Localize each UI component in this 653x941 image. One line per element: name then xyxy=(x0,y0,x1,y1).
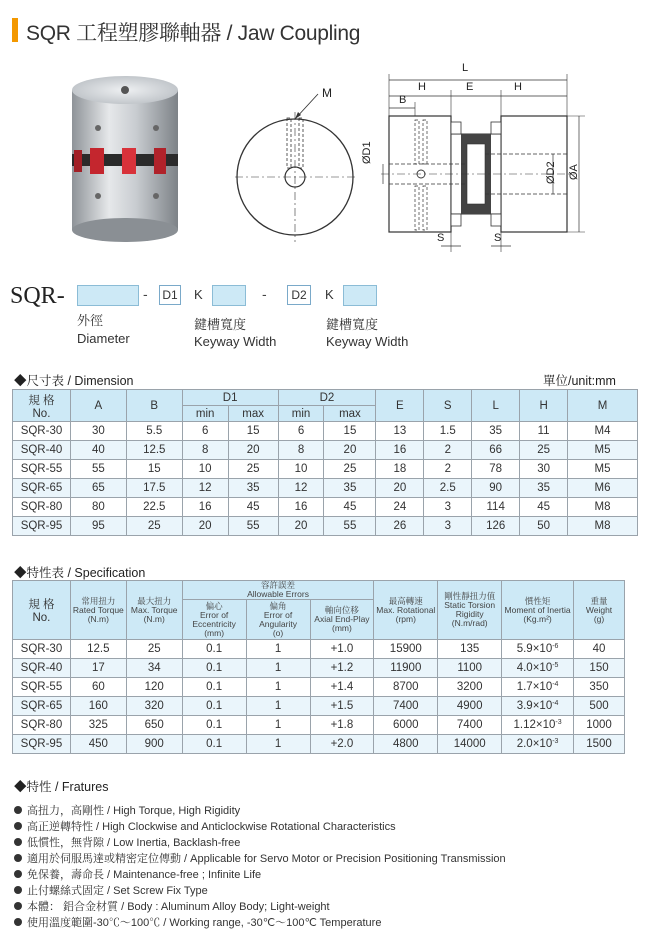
table-cell: 26 xyxy=(376,517,424,536)
feature-item xyxy=(14,835,634,851)
dim-header-a: A xyxy=(70,390,126,422)
label-l: L xyxy=(462,62,469,74)
feature-item xyxy=(14,867,634,883)
table-cell: 7400 xyxy=(438,716,502,735)
feature-item xyxy=(14,851,634,867)
bullet-icon xyxy=(14,886,22,894)
table-cell: +1.4 xyxy=(310,678,374,697)
keyway1-box xyxy=(212,285,246,306)
table-cell: M8 xyxy=(568,498,638,517)
table-cell: 18 xyxy=(376,460,424,479)
table-cell: 16 xyxy=(376,441,424,460)
table-cell: M8 xyxy=(568,517,638,536)
table-cell: 0.1 xyxy=(182,678,246,697)
table-cell: SQR-95 xyxy=(13,735,71,754)
table-cell: 10 xyxy=(278,460,324,479)
dimension-table-body xyxy=(13,422,638,536)
table-row xyxy=(13,659,625,678)
spec-header-weight: 重量 Weight (g) xyxy=(574,581,625,640)
bullet-icon xyxy=(14,838,22,846)
inertia-value: 4.0×10 xyxy=(516,662,553,674)
feature-item xyxy=(14,883,634,899)
bullet-icon xyxy=(14,854,22,862)
table-cell: SQR-65 xyxy=(13,697,71,716)
table-cell: 22.5 xyxy=(126,498,182,517)
feature-text: 本體： 鋁合金材質 / Body : Aluminum Alloy Body; Light-weight xyxy=(27,901,330,913)
code-dash-1: - xyxy=(143,286,148,302)
table-cell: 160 xyxy=(70,697,126,716)
keyway2-en: Keyway Width xyxy=(326,334,409,349)
table-cell: M6 xyxy=(568,479,638,498)
table-cell: M5 xyxy=(568,441,638,460)
label-h-right: H xyxy=(514,81,522,93)
keyway1-en: Keyway Width xyxy=(194,334,277,349)
inertia-exponent: -6 xyxy=(552,643,559,650)
table-cell: 66 xyxy=(472,441,520,460)
table-cell: SQR-30 xyxy=(13,422,71,441)
table-cell: 0.1 xyxy=(182,735,246,754)
table-row xyxy=(13,697,625,716)
table-cell: 12.5 xyxy=(126,441,182,460)
feature-item xyxy=(14,819,634,835)
spec-header-inertia: 慣性矩 Moment of Inertia (Kg.m²) xyxy=(502,581,574,640)
table-cell: SQR-40 xyxy=(13,441,71,460)
table-cell: 24 xyxy=(376,498,424,517)
table-cell: 15 xyxy=(126,460,182,479)
inertia-value: 3.9×10 xyxy=(516,700,553,712)
table-cell: 1 xyxy=(246,678,310,697)
table-row xyxy=(13,678,625,697)
table-cell: 90 xyxy=(472,479,520,498)
table-cell: 2.5 xyxy=(424,479,472,498)
table-cell: 34 xyxy=(126,659,182,678)
inertia-value: 2.0×10 xyxy=(516,738,553,750)
dim-header-b: B xyxy=(126,390,182,422)
table-cell: M4 xyxy=(568,422,638,441)
table-cell xyxy=(502,659,574,678)
table-cell: 13 xyxy=(376,422,424,441)
inertia-exponent: -3 xyxy=(555,719,562,726)
table-cell: 1 xyxy=(246,640,310,659)
table-cell: SQR-65 xyxy=(13,479,71,498)
label-s-left: S xyxy=(437,232,445,244)
table-cell: 11 xyxy=(520,422,568,441)
table-cell: SQR-80 xyxy=(13,498,71,517)
feature-text: 使用溫度範圍-30℃～100℃ / Working range, -30℃～100℃ Temperature xyxy=(27,917,382,929)
table-cell: 60 xyxy=(70,678,126,697)
table-cell: 0.1 xyxy=(182,640,246,659)
feature-text: 高正逆轉特性 / High Clockwise and Anticlockwise Rotational Characteristics xyxy=(27,821,396,833)
table-cell: 135 xyxy=(438,640,502,659)
table-cell: 150 xyxy=(574,659,625,678)
table-cell: 1100 xyxy=(438,659,502,678)
table-cell: 6 xyxy=(182,422,228,441)
bullet-icon xyxy=(14,902,22,910)
table-cell: 8 xyxy=(278,441,324,460)
table-cell: 3200 xyxy=(438,678,502,697)
table-cell: 650 xyxy=(126,716,182,735)
feature-text: 高扭力，高剛性 / High Torque, High Rigidity xyxy=(27,805,241,817)
table-cell: 25 xyxy=(126,517,182,536)
table-cell: 5.5 xyxy=(126,422,182,441)
table-cell: M5 xyxy=(568,460,638,479)
inertia-exponent: -4 xyxy=(552,681,559,688)
spec-header-eccentricity: 偏心 Error of Eccentricity (mm) xyxy=(182,600,246,640)
table-cell: 45 xyxy=(324,498,376,517)
table-cell: 35 xyxy=(520,479,568,498)
table-cell: 45 xyxy=(228,498,278,517)
table-cell: 7400 xyxy=(374,697,438,716)
diameter-en: Diameter xyxy=(77,331,130,346)
dim-header-h: H xyxy=(520,390,568,422)
dim-header-e: E xyxy=(376,390,424,422)
table-cell: SQR-40 xyxy=(13,659,71,678)
table-cell xyxy=(502,697,574,716)
table-cell: 12 xyxy=(278,479,324,498)
table-cell: 3 xyxy=(424,498,472,517)
table-cell: 3 xyxy=(424,517,472,536)
table-cell: 15 xyxy=(228,422,278,441)
table-cell: 11900 xyxy=(374,659,438,678)
unit-label: 單位/unit:mm xyxy=(543,374,616,388)
table-cell xyxy=(502,735,574,754)
table-row xyxy=(13,479,638,498)
table-cell: 325 xyxy=(70,716,126,735)
table-row xyxy=(13,422,638,441)
table-cell xyxy=(502,640,574,659)
keyway1-zh: 鍵槽寬度 xyxy=(194,317,247,332)
spec-header-model: 規 格 No. xyxy=(13,581,71,640)
table-cell: 4800 xyxy=(374,735,438,754)
table-cell: 17 xyxy=(70,659,126,678)
code-dash-2: - xyxy=(262,286,267,302)
table-cell: SQR-30 xyxy=(13,640,71,659)
dim-header-d1: D1 xyxy=(182,390,278,406)
table-cell: 16 xyxy=(182,498,228,517)
table-cell: 10 xyxy=(182,460,228,479)
specification-table xyxy=(12,580,625,754)
inertia-value: 5.9×10 xyxy=(516,643,553,655)
label-e: E xyxy=(466,81,474,93)
table-cell xyxy=(502,678,574,697)
table-cell: 0.1 xyxy=(182,659,246,678)
table-cell: 78 xyxy=(472,460,520,479)
table-cell: 40 xyxy=(70,441,126,460)
table-cell: 40 xyxy=(574,640,625,659)
table-cell: 1 xyxy=(246,697,310,716)
inertia-value: 1.7×10 xyxy=(516,681,553,693)
keyway2-zh: 鍵槽寬度 xyxy=(326,317,379,332)
dim-header-d2: D2 xyxy=(278,390,376,406)
table-cell: 35 xyxy=(228,479,278,498)
table-row xyxy=(13,640,625,659)
table-cell: 0.1 xyxy=(182,716,246,735)
spec-header-axial: 軸向位移 Axial End-Play (mm) xyxy=(310,600,374,640)
table-cell: 65 xyxy=(70,479,126,498)
table-cell: 12.5 xyxy=(70,640,126,659)
table-cell: 12 xyxy=(182,479,228,498)
table-cell: 1 xyxy=(246,716,310,735)
table-cell: 55 xyxy=(70,460,126,479)
feature-text: 適用於伺服馬達或精密定位傳動 / Applicable for Servo Motor or Precision Positioning Transmission xyxy=(27,853,506,865)
front-view-drawing xyxy=(230,82,360,252)
diameter-box xyxy=(77,285,139,306)
feature-item xyxy=(14,899,634,915)
table-cell xyxy=(502,716,574,735)
feature-text: 免保養，壽命長 / Maintenance-free ; Infinite Life xyxy=(27,869,262,881)
table-cell: 1000 xyxy=(574,716,625,735)
table-cell: 20 xyxy=(278,517,324,536)
table-cell: 450 xyxy=(70,735,126,754)
dim-header-d1-min: min xyxy=(182,406,228,422)
label-s-right: S xyxy=(494,232,502,244)
table-cell: 50 xyxy=(520,517,568,536)
inertia-exponent: -5 xyxy=(552,662,559,669)
table-cell: 0.1 xyxy=(182,697,246,716)
table-cell: 1 xyxy=(246,735,310,754)
table-cell: 8700 xyxy=(374,678,438,697)
table-cell: 16 xyxy=(278,498,324,517)
table-cell: 17.5 xyxy=(126,479,182,498)
table-cell: 15900 xyxy=(374,640,438,659)
table-cell: 2 xyxy=(424,460,472,479)
spec-header-stiffness: 剛性靜扭力值 Static Torsion Rigidity (N.m/rad) xyxy=(438,581,502,640)
table-cell: 320 xyxy=(126,697,182,716)
d1-tag: D1 xyxy=(159,285,181,305)
table-cell: 114 xyxy=(472,498,520,517)
table-cell: 45 xyxy=(520,498,568,517)
table-cell: 1.5 xyxy=(424,422,472,441)
feature-item xyxy=(14,803,634,819)
spec-header-angularity: 偏角 Error of Angularity (o) xyxy=(246,600,310,640)
code-prefix: SQR- xyxy=(10,283,65,309)
table-cell: SQR-80 xyxy=(13,716,71,735)
spec-header-max: 最大扭力 Max. Torque (N.m) xyxy=(126,581,182,640)
table-cell: 120 xyxy=(126,678,182,697)
k1-label: K xyxy=(194,287,203,302)
table-cell: 8 xyxy=(182,441,228,460)
label-d2: ØD2 xyxy=(545,161,557,184)
table-cell: 25 xyxy=(126,640,182,659)
label-m: M xyxy=(322,86,332,100)
table-row xyxy=(13,460,638,479)
table-cell: 35 xyxy=(324,479,376,498)
coupling-photo xyxy=(60,72,190,252)
inertia-value: 1.12×10 xyxy=(513,719,556,731)
page-title: SQR 工程塑膠聯軸器 / Jaw Coupling xyxy=(26,22,361,45)
bullet-icon xyxy=(14,918,22,926)
table-cell: 500 xyxy=(574,697,625,716)
table-cell: 20 xyxy=(228,441,278,460)
table-cell: SQR-55 xyxy=(13,678,71,697)
table-cell: 14000 xyxy=(438,735,502,754)
table-cell: 55 xyxy=(324,517,376,536)
k2-label: K xyxy=(325,287,334,302)
bullet-icon xyxy=(14,870,22,878)
table-cell: +1.0 xyxy=(310,640,374,659)
inertia-exponent: -4 xyxy=(552,700,559,707)
dimension-table xyxy=(12,389,638,536)
table-cell: 900 xyxy=(126,735,182,754)
table-row xyxy=(13,735,625,754)
dim-header-l: L xyxy=(472,390,520,422)
table-row xyxy=(13,498,638,517)
dim-header-m: M xyxy=(568,390,638,422)
dim-header-d2-min: min xyxy=(278,406,324,422)
table-cell: 35 xyxy=(472,422,520,441)
table-cell: 55 xyxy=(228,517,278,536)
spec-header-rated: 常用扭力 Rated Torque (N.m) xyxy=(70,581,126,640)
table-cell: +1.5 xyxy=(310,697,374,716)
table-cell: 6 xyxy=(278,422,324,441)
label-b: B xyxy=(399,94,407,106)
label-d1: ØD1 xyxy=(361,141,373,164)
table-cell: 15 xyxy=(324,422,376,441)
table-cell: 25 xyxy=(324,460,376,479)
feature-item xyxy=(14,915,634,931)
table-cell: 2 xyxy=(424,441,472,460)
side-view-drawing xyxy=(375,68,595,258)
table-cell: 1 xyxy=(246,659,310,678)
table-cell: +1.2 xyxy=(310,659,374,678)
label-h-left: H xyxy=(418,81,426,93)
features-heading: ◆特性 / Fratures xyxy=(14,780,109,794)
table-cell: 6000 xyxy=(374,716,438,735)
bullet-icon xyxy=(14,806,22,814)
table-cell: 30 xyxy=(520,460,568,479)
diameter-zh: 外徑 xyxy=(77,313,104,328)
table-cell: SQR-55 xyxy=(13,460,71,479)
specification-table-body xyxy=(13,640,625,754)
dim-header-model: 規 格 No. xyxy=(13,390,71,422)
table-cell: +1.8 xyxy=(310,716,374,735)
feature-text: 低慣性，無背隙 / Low Inertia, Backlash-free xyxy=(27,837,241,849)
table-cell: 1500 xyxy=(574,735,625,754)
table-row xyxy=(13,441,638,460)
table-cell: 20 xyxy=(182,517,228,536)
table-cell: 126 xyxy=(472,517,520,536)
title-accent-bar xyxy=(12,18,18,42)
table-row xyxy=(13,517,638,536)
specification-heading: ◆特性表 / Specification xyxy=(14,566,146,580)
d2-tag: D2 xyxy=(287,285,311,305)
inertia-exponent: -3 xyxy=(552,738,559,745)
table-cell: SQR-95 xyxy=(13,517,71,536)
spec-header-speed: 最高轉速 Max. Rotational (rpm) xyxy=(374,581,438,640)
spec-header-allow: 容許誤差 Allowable Errors xyxy=(182,581,374,600)
table-cell: 25 xyxy=(520,441,568,460)
table-cell: 20 xyxy=(324,441,376,460)
dim-header-d2-max: max xyxy=(324,406,376,422)
table-cell: 95 xyxy=(70,517,126,536)
dimension-heading: ◆尺寸表 / Dimension xyxy=(14,374,134,388)
table-cell: 350 xyxy=(574,678,625,697)
keyway2-box xyxy=(343,285,377,306)
table-cell: 4900 xyxy=(438,697,502,716)
table-row xyxy=(13,716,625,735)
dim-header-d1-max: max xyxy=(228,406,278,422)
table-cell: 20 xyxy=(376,479,424,498)
dim-header-s: S xyxy=(424,390,472,422)
features-list xyxy=(14,803,634,931)
feature-text: 止付螺絲式固定 / Set Screw Fix Type xyxy=(27,885,208,897)
bullet-icon xyxy=(14,822,22,830)
table-cell: 80 xyxy=(70,498,126,517)
table-cell: 25 xyxy=(228,460,278,479)
table-cell: 30 xyxy=(70,422,126,441)
table-cell: +2.0 xyxy=(310,735,374,754)
label-a: ØA xyxy=(568,164,580,180)
